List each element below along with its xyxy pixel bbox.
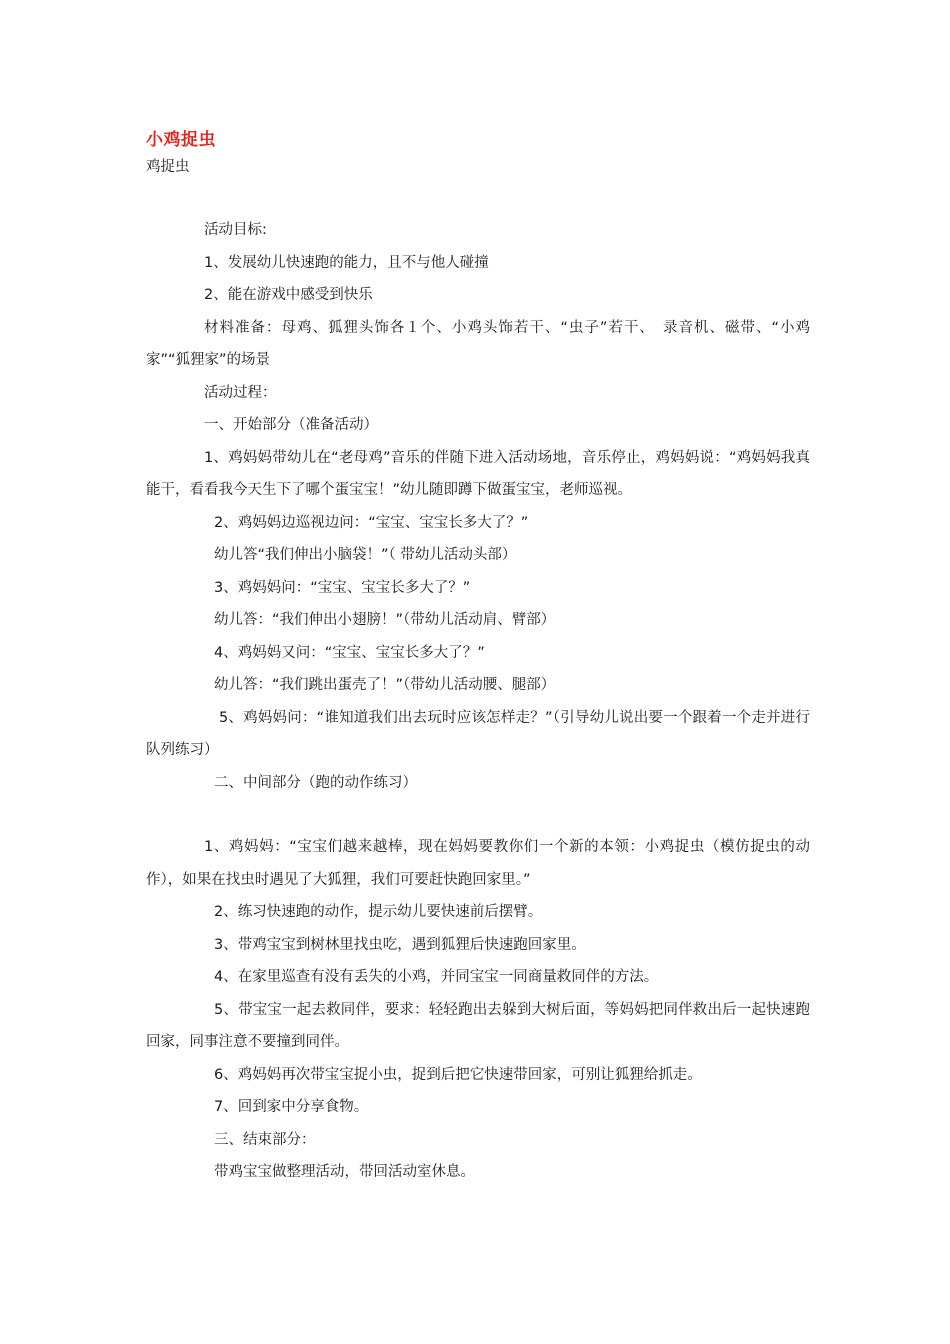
paragraph-section-2-step-1: 1、鸡妈妈：“宝宝们越来越棒，现在妈妈要教你们一个新的本领：小鸡捉虫（模仿捉虫的动作），如果在找虫时遇见了大狐狸，我们可要赶快跑回家里。” bbox=[146, 839, 810, 888]
paragraph-section-1-heading: 一、开始部分（准备活动） bbox=[204, 417, 378, 433]
paragraph-section-3-heading: 三、结束部分： bbox=[214, 1131, 316, 1148]
paragraph-section-1-step-4: 4、鸡妈妈又问：“宝宝、宝宝长多大了？” bbox=[214, 644, 485, 661]
paragraph-section-3-content: 带鸡宝宝做整理活动，带回活动室休息。 bbox=[214, 1164, 475, 1180]
paragraph-goal-1: 1、发展幼儿快速跑的能力，且不与他人碰撞 bbox=[204, 254, 489, 271]
paragraph-materials: 材料准备：母鸡、狐狸头饰各１个、小鸡头饰若干、“虫子”若干、 录音机、磁带、“小鸡家”“狐狸家”的场景 bbox=[146, 319, 810, 368]
document-title: 小鸡捉虫 bbox=[146, 130, 216, 150]
paragraph-section-2-step-6: 6、鸡妈妈再次带宝宝捉小虫，捉到后把它快速带回家，可别让狐狸给抓走。 bbox=[214, 1066, 702, 1083]
paragraph-section-1-step-1: 1、鸡妈妈带幼儿在“老母鸡”音乐的伴随下进入活动场地，音乐停止，鸡妈妈说：“鸡妈妈我真能干，看看我今天生下了哪个蛋宝宝！”幼儿随即蹲下做蛋宝宝，老师巡视。 bbox=[146, 449, 810, 498]
paragraph-section-2-step-4: 4、在家里巡查有没有丢失的小鸡，并同宝宝一同商量救同伴的方法。 bbox=[214, 969, 659, 985]
paragraph-child-answer-3: 幼儿答：“我们跳出蛋壳了！”（带幼儿活动腰、腿部） bbox=[214, 677, 556, 693]
paragraph-section-1-step-2: 2、鸡妈妈边巡视边问：“宝宝、宝宝长多大了？” bbox=[214, 514, 529, 531]
paragraph-goal-2: 2、能在游戏中感受到快乐 bbox=[204, 287, 373, 303]
paragraph-section-2-step-7: 7、回到家中分享食物。 bbox=[214, 1099, 369, 1115]
document-subtitle: 鸡捉虫 bbox=[146, 159, 190, 175]
paragraph-section-1-step-5: 5、鸡妈妈问：“谁知道我们出去玩时应该怎样走？”（引导幼儿说出要一个跟着一个走并进行队列练习） bbox=[146, 709, 810, 758]
paragraph-process-heading: 活动过程： bbox=[204, 384, 277, 401]
paragraph-section-2-heading: 二、中间部分（跑的动作练习） bbox=[214, 774, 417, 791]
paragraph-section-2-step-5: 5、带宝宝一起去救同伴，要求：轻轻跑出去躲到大树后面，等妈妈把同伴救出后一起快速跑回家，同事注意不要撞到同伴。 bbox=[146, 1001, 810, 1050]
paragraph-spacer bbox=[146, 799, 810, 831]
paragraph-child-answer-2: 幼儿答：“我们伸出小翅膀！”（带幼儿活动肩、臂部） bbox=[214, 612, 556, 628]
paragraph-section-1-step-3: 3、鸡妈妈问：“宝宝、宝宝长多大了？” bbox=[214, 579, 471, 596]
document-body bbox=[146, 214, 810, 1189]
paragraph-section-2-step-3: 3、带鸡宝宝到树林里找虫吃，遇到狐狸后快速跑回家里。 bbox=[214, 936, 586, 953]
paragraph-child-answer-1: 幼儿答“我们伸出小脑袋！”（ 带幼儿活动头部） bbox=[214, 547, 517, 563]
paragraph-section-2-step-2: 2、练习快速跑的动作，提示幼儿要快速前后摆臂。 bbox=[214, 904, 543, 920]
paragraph-goals-heading: 活动目标: bbox=[204, 222, 267, 238]
